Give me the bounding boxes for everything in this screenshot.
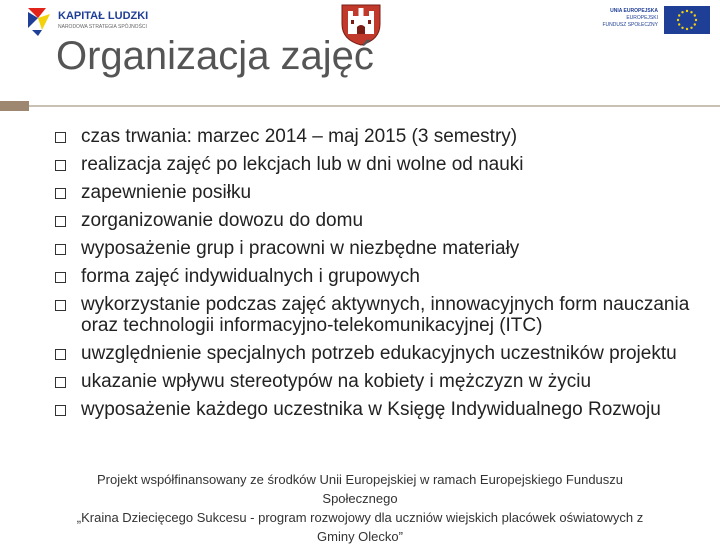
eu-star-icon (677, 19, 679, 21)
eu-star-icon (694, 14, 696, 16)
list-item-text: forma zajęć indywidualnych i grupowych (81, 266, 420, 287)
logo-name: KAPITAŁ LUDZKI (58, 10, 149, 22)
checkbox-bullet-icon (55, 377, 66, 388)
checkbox-bullet-icon (55, 160, 66, 171)
list-item (55, 182, 695, 203)
list-item (55, 371, 695, 392)
list-item-text: zapewnienie posiłku (81, 182, 252, 203)
list-item-text: realizacja zajęć po lekcjach lub w dni wolne od nauki (81, 154, 524, 175)
eu-star-icon (695, 19, 697, 21)
checkbox-bullet-icon (55, 244, 66, 255)
eu-star-icon (678, 23, 680, 25)
logo-subtitle: NARODOWA STRATEGIA SPÓJNOŚCI (58, 24, 147, 30)
checkbox-bullet-icon (55, 300, 66, 311)
eu-star-icon (686, 10, 688, 12)
list-item (55, 343, 695, 364)
eu-star-icon (690, 11, 692, 13)
checkbox-bullet-icon (55, 405, 66, 416)
list-item-text: wyposażenie każdego uczestnika w Księgę Indywidualnego Rozwoju (81, 399, 661, 420)
checkbox-bullet-icon (55, 216, 66, 227)
checkbox-bullet-icon (55, 272, 66, 283)
eu-star-icon (694, 23, 696, 25)
list-item-text: czas trwania: marzec 2014 – maj 2015 (3 semestry) (81, 126, 518, 147)
title-divider-accent (0, 101, 29, 111)
checkbox-bullet-icon (55, 349, 66, 360)
footer-line: Społecznego (322, 491, 398, 506)
eu-flag-icon (664, 6, 710, 34)
list-item-text: uwzględnienie specjalnych potrzeb edukacyjnych uczestników projektu (81, 343, 677, 364)
list-item (55, 294, 695, 336)
list-item-text: zorganizowanie dowozu do domu (81, 210, 364, 231)
list-item-text: wyposażenie grup i pracowni w niezbędne materiały (81, 238, 520, 259)
list-item (55, 154, 695, 175)
list-item (55, 238, 695, 259)
footer-line: Projekt współfinansowany ze środków Unii Europejskiej w ramach Europejskiego Funduszu (96, 472, 624, 487)
eu-logo (596, 6, 712, 34)
page-title: Organizacja zajęć (56, 34, 374, 78)
list-item (55, 126, 695, 147)
checkbox-bullet-icon (55, 132, 66, 143)
list-item-text: wykorzystanie podczas zajęć aktywnych, innowacyjnych form nauczania oraz technologii informacyjno-telekomunikacyjnej (ITC) (81, 294, 690, 336)
eu-logo-line: UNIA EUROPEJSKA (610, 8, 658, 14)
kapital-ludzki-logo (26, 4, 186, 38)
eu-star-icon (678, 14, 680, 16)
list-item-text: ukazanie wpływu stereotypów na kobiety i mężczyzn w życiu (81, 371, 592, 392)
bullet-list (55, 126, 695, 427)
footer-note (40, 470, 680, 546)
checkbox-bullet-icon (55, 188, 66, 199)
list-item (55, 266, 695, 287)
eu-star-icon (681, 11, 683, 13)
eu-logo-line: EUROPEJSKI (626, 15, 658, 21)
eu-star-icon (686, 28, 688, 30)
title-divider-line (29, 105, 720, 107)
eu-star-icon (681, 27, 683, 29)
list-item (55, 210, 695, 231)
list-item (55, 399, 695, 420)
footer-line: „Kraina Dziecięcego Sukcesu - program rozwojowy dla uczniów wiejskich placówek oświatowych z (76, 510, 644, 525)
eu-star-icon (690, 27, 692, 29)
eu-logo-line: FUNDUSZ SPOŁECZNY (602, 22, 658, 28)
footer-line: Gminy Olecko” (317, 529, 403, 544)
